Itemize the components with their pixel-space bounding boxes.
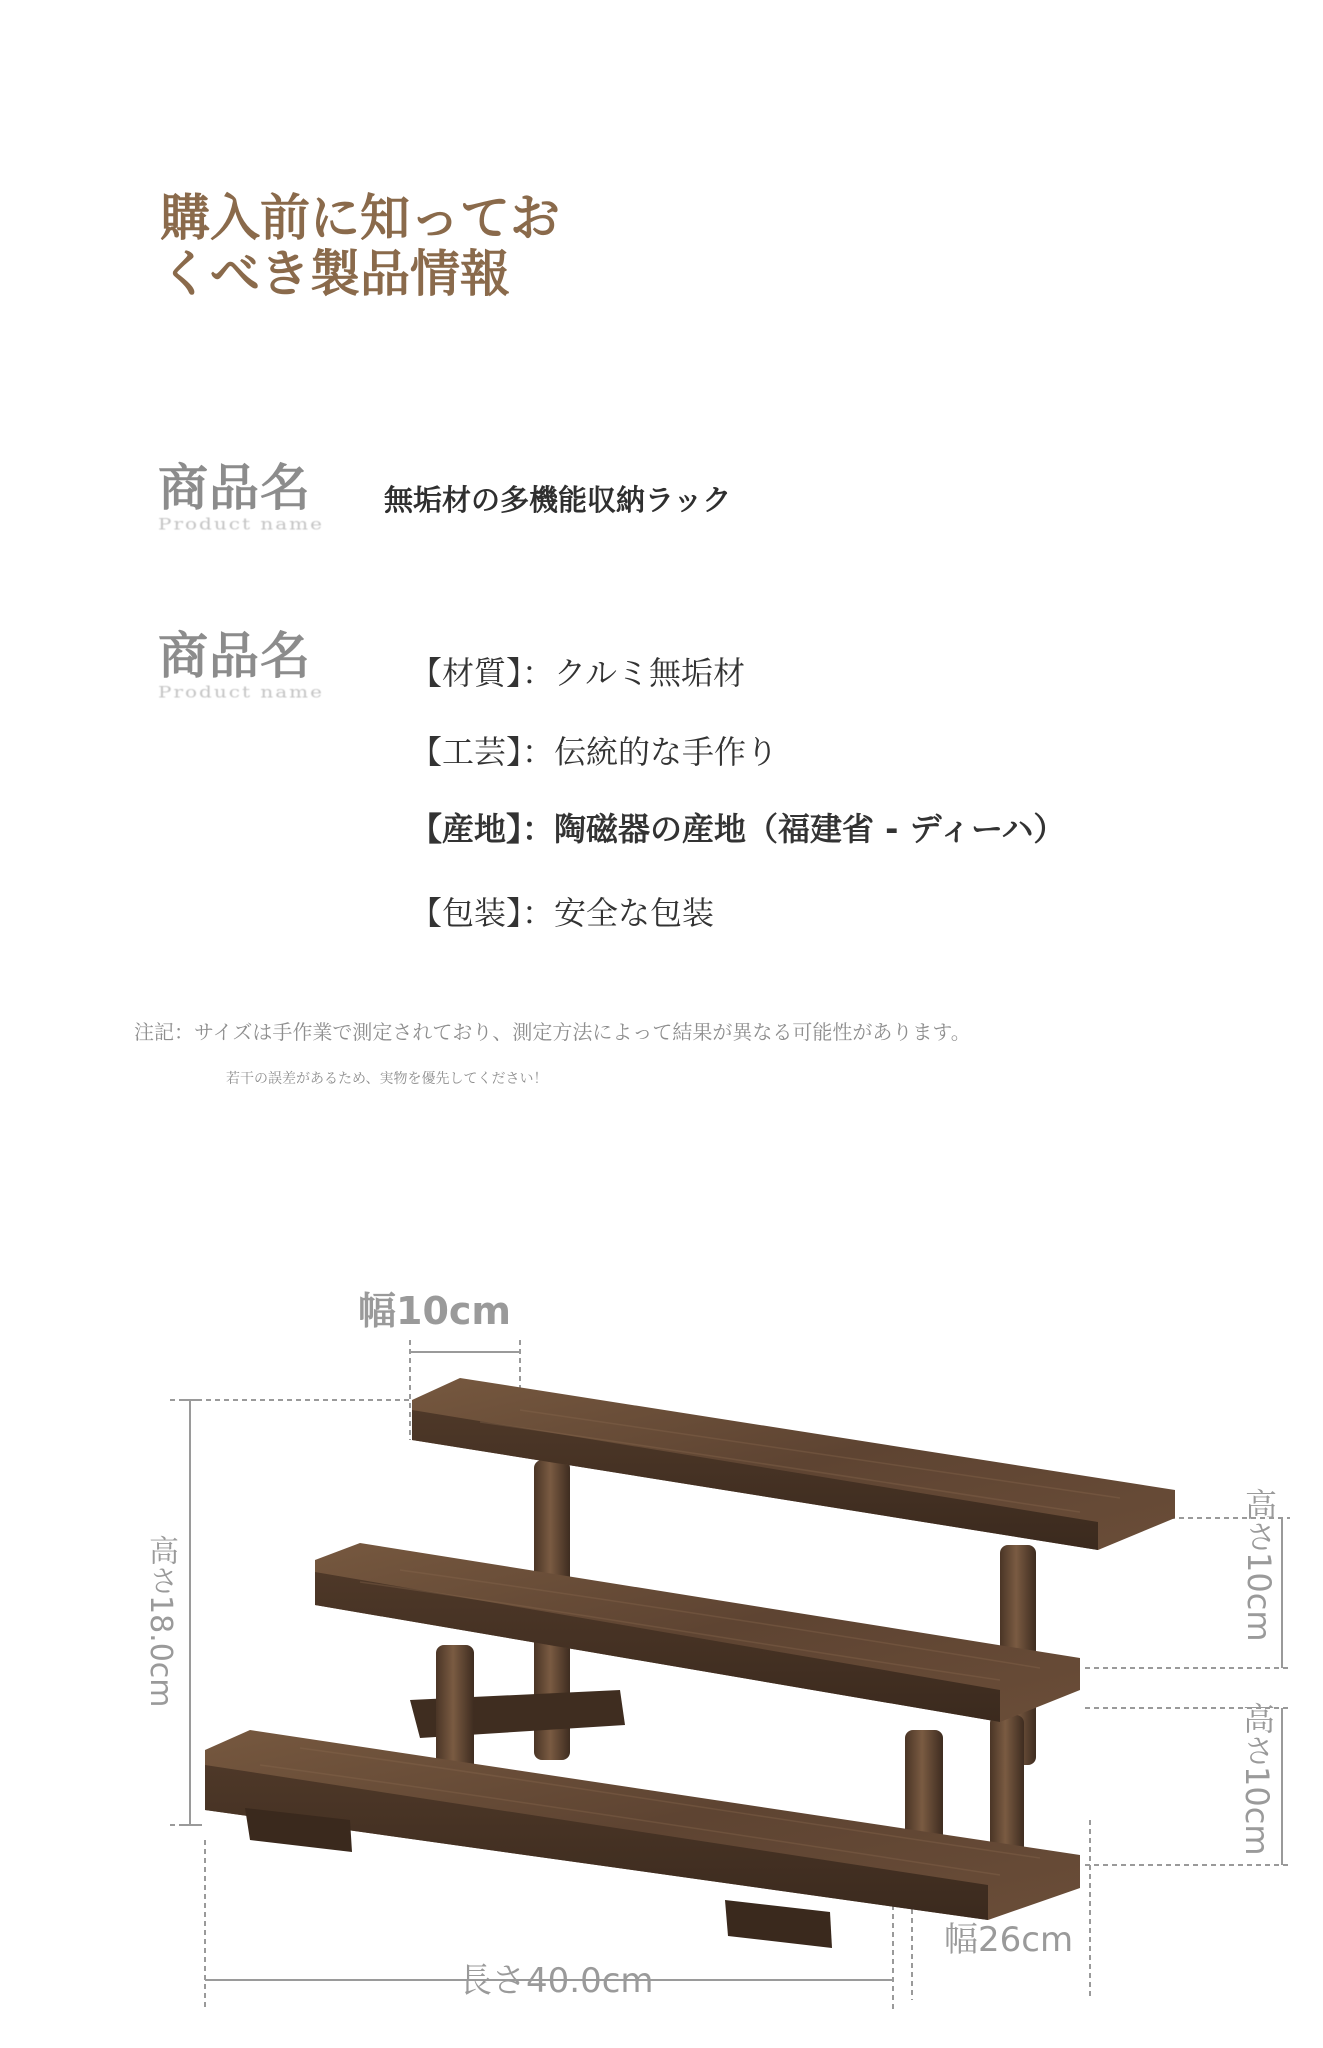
front-foot-right (725, 1900, 832, 1948)
product-name-label-block (158, 460, 398, 536)
page-heading-line1: 購入前に知ってお (160, 189, 560, 247)
note-measurement: 注記：サイズは手作業で測定されており、測定方法によって結果が異なる可能性があります。 (134, 1020, 971, 1044)
dimension-upper-step-height: 高さ10cm (1240, 1488, 1278, 1642)
dimension-length: 長さ40.0cm (458, 1961, 654, 2001)
details-sublabel: Product name (158, 682, 324, 702)
details-label-block (158, 628, 398, 704)
dimension-top-width: 幅10cm (358, 1289, 512, 1333)
page-heading-line2: くべき製品情報 (160, 245, 510, 303)
rack-dimension-diagram (0, 1260, 1323, 2020)
spec-craft: 【工芸】：伝統的な手作り (410, 733, 779, 771)
note-tolerance: 若干の誤差があるため、実物を優先してください！ (226, 1071, 548, 1087)
dimension-lower-step-height: 高さ10cm (1238, 1702, 1276, 1856)
spec-origin: 【産地】：陶磁器の産地（福建省 - ディーハ） (410, 810, 1066, 848)
product-name-sublabel: Product name (158, 514, 324, 534)
page-heading (160, 190, 640, 302)
spec-material: 【材質】：クルミ無垢材 (410, 654, 746, 692)
spec-packaging: 【包装】：安全な包装 (410, 894, 715, 932)
product-name-value: 無垢材の多機能収納ラック (384, 483, 732, 517)
details-label: 商品名 (158, 627, 311, 685)
product-name-label: 商品名 (158, 459, 311, 517)
dimension-depth: 幅26cm (944, 1920, 1074, 1960)
rack-illustration (0, 1260, 1323, 2020)
dimension-total-height: 高さ18.0cm (143, 1535, 178, 1708)
